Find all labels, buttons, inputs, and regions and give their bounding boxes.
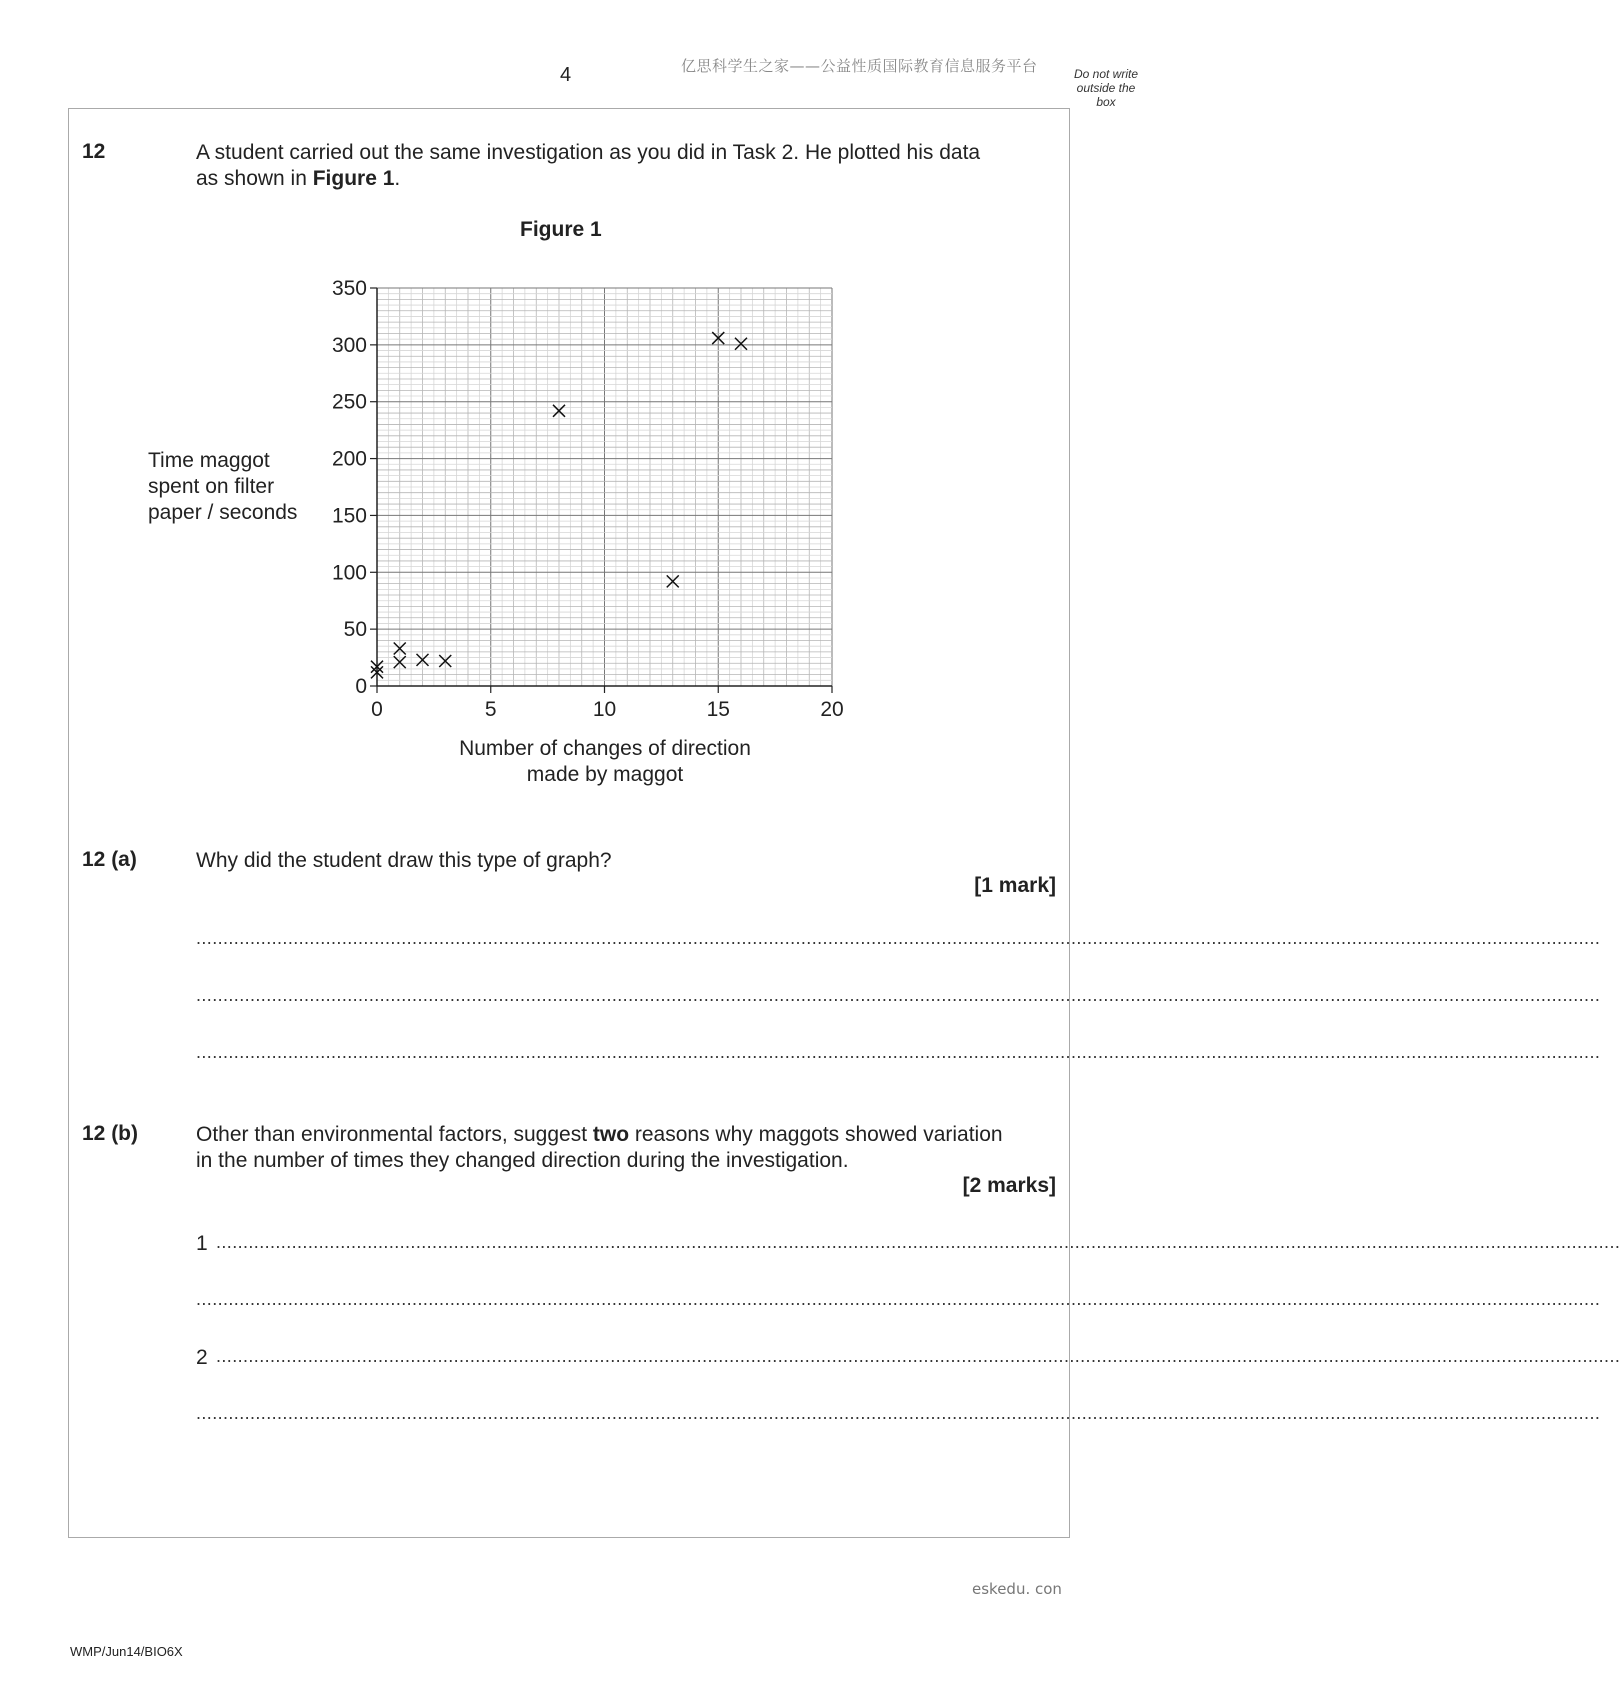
question-12b-text <box>196 1122 1066 1174</box>
question-12b-marks: [2 marks] <box>962 1174 1056 1197</box>
y-axis-label <box>148 448 308 526</box>
x-tick-label: 0 <box>371 698 383 721</box>
question-12b-line1 <box>196 1122 1066 1148</box>
y-tick-label: 0 <box>355 675 367 698</box>
footer-watermark: eskedu. con <box>972 1580 1062 1598</box>
answer-number-1: 1 <box>196 1232 208 1255</box>
x-axis-label-line: made by maggot <box>526 763 684 786</box>
y-axis-label-line: spent on filter <box>148 475 275 498</box>
y-tick-label: 250 <box>331 390 367 414</box>
question-text-prefix: as shown in <box>196 167 313 190</box>
x-tick-label: 15 <box>706 698 730 721</box>
answer-number-2: 2 <box>196 1346 208 1369</box>
footer-code: WMP/Jun14/BIO6X <box>70 1644 183 1659</box>
y-tick-label: 350 <box>331 277 367 300</box>
y-tick-label: 50 <box>343 618 367 642</box>
question-12b-number: 12 (b) <box>82 1122 139 1145</box>
answer-line[interactable]: .................................................................................................................................................................................................................................................................... <box>196 1042 1601 1062</box>
question-text <box>196 140 1056 192</box>
answer-line[interactable]: .................................................................................................................................................................................................................................................................... <box>216 1232 1620 1252</box>
figure-title: Figure 1 <box>520 218 602 241</box>
scatter-chart <box>300 270 860 720</box>
answer-line[interactable]: .................................................................................................................................................................................................................................................................... <box>196 1403 1601 1423</box>
question-12a-marks: [1 mark] <box>974 874 1056 897</box>
x-tick-label: 5 <box>484 698 497 721</box>
question-12a-number: 12 (a) <box>82 848 137 871</box>
figure-reference: Figure 1 <box>312 167 395 190</box>
question-12b-bold: two <box>592 1123 630 1146</box>
question-text-suffix: . <box>394 167 401 190</box>
y-tick-label: 200 <box>331 447 367 471</box>
question-12a-text: Why did the student draw this type of graph? <box>196 849 612 872</box>
x-axis-label-line: Number of changes of direction <box>459 737 751 760</box>
question-number: 12 <box>82 140 106 163</box>
question-text-line1: A student carried out the same investigation as you did in Task 2. He plotted his data <box>196 141 981 164</box>
y-axis-label-line: Time maggot <box>148 449 270 472</box>
y-axis-label-line: paper / seconds <box>148 501 298 524</box>
header-watermark: 亿思科学生之家——公益性质国际教育信息服务平台 <box>681 57 1038 75</box>
page-number: 4 <box>560 64 572 86</box>
answer-line[interactable]: .................................................................................................................................................................................................................................................................... <box>196 1289 1601 1309</box>
answer-line[interactable]: .................................................................................................................................................................................................................................................................... <box>216 1346 1620 1366</box>
x-tick-label: 10 <box>592 698 617 721</box>
question-12b-suffix: reasons why maggots showed variation <box>629 1123 1003 1146</box>
y-tick-label: 300 <box>331 333 367 357</box>
x-axis-label <box>440 736 770 788</box>
question-12b-prefix: Other than environmental factors, suggest <box>196 1123 593 1146</box>
answer-line[interactable]: .................................................................................................................................................................................................................................................................... <box>196 928 1601 948</box>
y-tick-label: 100 <box>331 561 367 585</box>
margin-note: Do not write outside the box <box>1073 67 1139 109</box>
x-tick-label: 20 <box>820 698 844 721</box>
question-12b-line2: in the number of times they changed direction during the investigation. <box>196 1149 849 1172</box>
answer-line[interactable]: .................................................................................................................................................................................................................................................................... <box>196 985 1601 1005</box>
y-tick-label: 150 <box>331 504 367 528</box>
question-text-line2 <box>196 166 1056 192</box>
